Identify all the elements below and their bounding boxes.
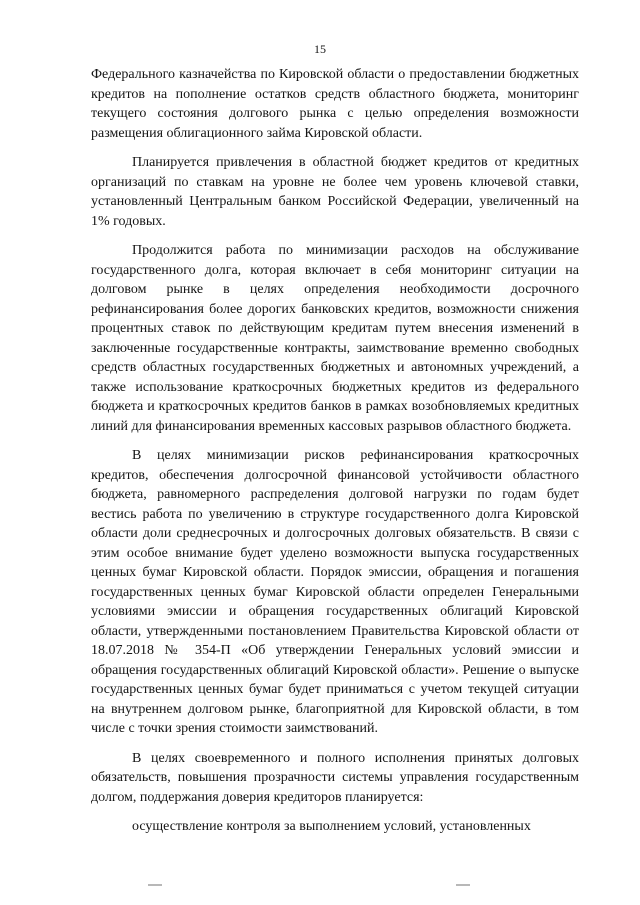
paragraph-2: Планируется привлечения в областной бюджет кредитов от кредитных организаций по ставкам на уровне не более чем уровень ключевой ставки, установленный Центральным банком Российской Федерации, увеличенный на 1% годовых. (91, 155, 579, 229)
paragraph-6: осуществление контроля за выполнением условий, установленных (132, 819, 531, 834)
scan-mark-left (148, 884, 162, 886)
paragraph-5: В целях своевременного и полного исполнения принятых долговых обязательств, повышения прозрачности системы управления государственным долгом, поддержания доверия кредиторов планируется: (91, 750, 579, 805)
page-number: 15 (314, 42, 326, 56)
document-body (91, 65, 579, 837)
paragraph-3: Продолжится работа по минимизации расходов на обслуживание государственного долга, которая включает в себя мониторинг ситуации на долговом рынке в целях определения необходимости досрочного рефинансирования более дорогих банковских кредитов, возможности снижения процентных ставок по действующим кредитам путем внесения изменений в заключенные государственные контракты, заимствование временно свободных средств областных государственных бюджетных и автономных учреждений, а также использование краткосрочных бюджетных кредитов из федерального бюджета и краткосрочных кредитов банков в рамках возобновляемых кредитных линий для финансирования временных кассовых разрывов областного бюджета. (91, 243, 579, 434)
paragraph-4: В целях минимизации рисков рефинансирования краткосрочных кредитов, обеспечения долгосрочной финансовой устойчивости областного бюджета, равномерного распределения долговой нагрузки по годам будет вестись работа по увеличению в структуре государственного долга Кировской области доли среднесрочных и долгосрочных долговых обязательств. В связи с этим особое внимание будет уделено возможности выпуска государственных ценных бумаг Кировской области. Порядок эмиссии, обращения и погашения государственных ценных бумаг Кировской области определен Генеральными условиями эмиссии и обращения государственных облигаций Кировской области, утвержденными постановлением Правительства Кировской области от 18.07.2018 № 354-П «Об утверждении Генеральных условий эмиссии и обращения государственных облигаций Кировской области». Решение о выпуске государственных ценных бумаг будет приниматься с учетом текущей ситуации на внутреннем долговом рынке, благоприятной для Кировской области, в том числе с точки зрения стоимости заимствований. (91, 448, 579, 736)
paragraph-1: Федерального казначейства по Кировской области о предоставлении бюджетных кредитов на пополнение остатков средств областного бюджета, мониторинг текущего состояния долгового рынка с целью определения возможности размещения облигационного займа Кировской области. (91, 67, 579, 141)
scan-mark-right (456, 884, 470, 886)
